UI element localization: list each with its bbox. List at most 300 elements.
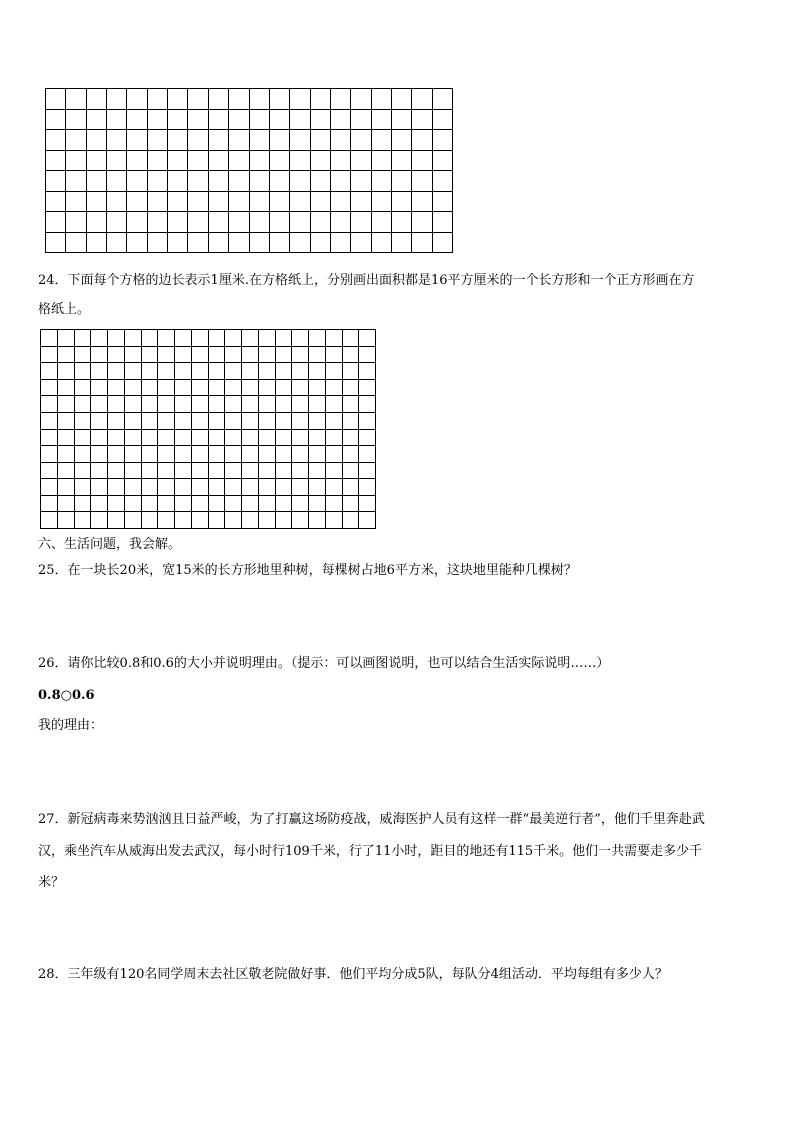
grid-cell [87, 130, 107, 151]
grid-cell [309, 330, 326, 347]
grid-cell [259, 479, 276, 496]
grid-cell [142, 446, 159, 463]
grid-cell [433, 212, 453, 233]
grid-cell [158, 479, 175, 496]
grid-cell [46, 89, 66, 110]
grid-cell [351, 171, 371, 192]
grid-cell [412, 110, 432, 131]
grid-cell [209, 89, 229, 110]
grid-cell [158, 396, 175, 413]
section-6-heading: 六、生活问题，我会解。 [38, 537, 182, 552]
grid-cell [108, 463, 125, 480]
grid-cell [41, 413, 58, 430]
grid-cell [270, 171, 290, 192]
grid-cell [142, 512, 159, 529]
grid-cell [343, 363, 360, 380]
grid-cell [359, 347, 376, 364]
grid-cell [311, 171, 331, 192]
grid-cell [209, 363, 226, 380]
grid-cell [125, 396, 142, 413]
grid-cell [87, 151, 107, 172]
grid-cell [326, 347, 343, 364]
grid-cell [148, 130, 168, 151]
grid-cell [158, 430, 175, 447]
grid-cell [259, 347, 276, 364]
grid-cell [91, 463, 108, 480]
grid-cell [158, 380, 175, 397]
grid-cell [58, 330, 75, 347]
grid-cell [66, 151, 86, 172]
grid-cell [142, 330, 159, 347]
grid-cell [292, 363, 309, 380]
grid-cell [158, 347, 175, 364]
grid-cell [276, 413, 293, 430]
grid-cell [343, 330, 360, 347]
grid-cell [168, 110, 188, 131]
grid-cell [209, 496, 226, 513]
grid-cell [229, 151, 249, 172]
grid-cell [276, 446, 293, 463]
grid-cell [242, 413, 259, 430]
grid-cell [168, 130, 188, 151]
grid-cell [175, 479, 192, 496]
grid-cell [292, 479, 309, 496]
grid-cell [168, 233, 188, 254]
grid-cell [46, 212, 66, 233]
grid-cell [242, 430, 259, 447]
grid-cell [309, 446, 326, 463]
grid-cell [75, 363, 92, 380]
grid-cell [372, 233, 392, 254]
grid-cell [175, 413, 192, 430]
grid-cell [127, 130, 147, 151]
grid-cell [372, 89, 392, 110]
grid-cell [66, 192, 86, 213]
grid-cell [292, 380, 309, 397]
grid-cell [270, 233, 290, 254]
grid-cell [108, 363, 125, 380]
grid-cell [188, 212, 208, 233]
grid-cell [158, 496, 175, 513]
grid-cell [311, 151, 331, 172]
grid-cell [276, 396, 293, 413]
grid-cell [209, 151, 229, 172]
grid-cell [412, 89, 432, 110]
grid-cell [192, 479, 209, 496]
grid-cell [343, 496, 360, 513]
grid-cell [142, 479, 159, 496]
grid-cell [351, 233, 371, 254]
grid-cell [433, 151, 453, 172]
grid-cell [142, 463, 159, 480]
grid-cell [242, 479, 259, 496]
grid-cell [311, 130, 331, 151]
question-28: 28．三年级有120名同学周末去社区敬老院做好事．他们平均分成5队，每队分4组活动．平均每组有多少人？ [38, 967, 668, 982]
grid-cell [192, 380, 209, 397]
grid-cell [41, 380, 58, 397]
grid-cell [326, 463, 343, 480]
grid-cell [87, 233, 107, 254]
grid-cell [359, 479, 376, 496]
grid-cell [125, 413, 142, 430]
grid-cell [75, 430, 92, 447]
question-25: 25．在一块长20米，宽15米的长方形地里种树，每棵树占地6平方米，这块地里能种几棵树？ [38, 563, 577, 578]
grid-cell [125, 446, 142, 463]
grid-cell [290, 171, 310, 192]
grid-cell [259, 363, 276, 380]
grid-cell [87, 89, 107, 110]
grid-cell [326, 413, 343, 430]
grid-cell [75, 396, 92, 413]
grid-cell [175, 446, 192, 463]
grid-cell [91, 330, 108, 347]
grid-cell [192, 512, 209, 529]
grid-cell [107, 130, 127, 151]
question-24-line-2: 格纸上。 [38, 302, 91, 317]
grid-cell [292, 446, 309, 463]
grid-cell [331, 151, 351, 172]
grid-cell [292, 496, 309, 513]
grid-cell [270, 192, 290, 213]
question-27-line-1: 27．新冠病毒来势汹汹且日益严峻，为了打赢这场防疫战，威海医护人员有这样一群“最美逆行者”，他们千里奔赴武 [38, 812, 705, 827]
grid-cell [259, 496, 276, 513]
grid-cell [242, 363, 259, 380]
grid-cell [209, 380, 226, 397]
grid-cell [142, 496, 159, 513]
grid-cell [259, 512, 276, 529]
grid-cell [326, 446, 343, 463]
grid-cell [125, 463, 142, 480]
grid-cell [309, 463, 326, 480]
grid-cell [41, 496, 58, 513]
grid-cell [87, 171, 107, 192]
grid-cell [75, 330, 92, 347]
grid-cell [242, 380, 259, 397]
grid-cell [225, 496, 242, 513]
grid-cell [158, 446, 175, 463]
grid-cell [66, 212, 86, 233]
grid-cell [75, 347, 92, 364]
grid-cell [343, 463, 360, 480]
grid-cell [351, 151, 371, 172]
grid-cell [209, 396, 226, 413]
grid-cell [175, 380, 192, 397]
grid-cell [351, 110, 371, 131]
grid-cell [331, 233, 351, 254]
grid-cell [331, 192, 351, 213]
grid-cell [343, 413, 360, 430]
grid-cell [290, 110, 310, 131]
grid-cell [326, 479, 343, 496]
grid-cell [292, 413, 309, 430]
grid-cell [311, 89, 331, 110]
grid-cell [412, 212, 432, 233]
grid-cell [188, 151, 208, 172]
grid-cell [148, 171, 168, 192]
grid-cell [91, 430, 108, 447]
grid-cell [148, 233, 168, 254]
grid-cell [125, 363, 142, 380]
grid-cell [188, 233, 208, 254]
grid-cell [392, 110, 412, 131]
grid-cell [372, 151, 392, 172]
grid-cell [209, 110, 229, 131]
grid-cell [91, 446, 108, 463]
grid-cell [158, 413, 175, 430]
grid-cell [311, 110, 331, 131]
grid-cell [108, 413, 125, 430]
grid-cell [209, 233, 229, 254]
grid-cell [433, 110, 453, 131]
grid-cell [225, 463, 242, 480]
grid-cell [75, 496, 92, 513]
grid-cell [209, 512, 226, 529]
grid-cell [343, 446, 360, 463]
grid-cell [158, 363, 175, 380]
grid-cell [66, 130, 86, 151]
grid-cell [311, 192, 331, 213]
grid-cell [107, 192, 127, 213]
grid-cell [359, 396, 376, 413]
grid-cell [107, 151, 127, 172]
grid-cell [290, 212, 310, 233]
grid-cell [58, 512, 75, 529]
grid-cell [108, 430, 125, 447]
grid-cell [270, 89, 290, 110]
grid-cell [192, 496, 209, 513]
grid-cell [392, 130, 412, 151]
grid-cell [75, 413, 92, 430]
grid-cell [359, 363, 376, 380]
grid-cell [242, 463, 259, 480]
grid-cell [108, 347, 125, 364]
grid-cell [359, 380, 376, 397]
grid-cell [343, 396, 360, 413]
grid-cell [91, 347, 108, 364]
grid-cell [46, 171, 66, 192]
grid-cell [75, 463, 92, 480]
grid-cell [41, 347, 58, 364]
grid-cell [41, 330, 58, 347]
grid-cell [175, 347, 192, 364]
grid-cell [311, 233, 331, 254]
grid-cell [41, 430, 58, 447]
grid-cell [225, 330, 242, 347]
grid-cell [250, 130, 270, 151]
grid-cell [309, 430, 326, 447]
grid-cell [58, 479, 75, 496]
grid-cell [433, 233, 453, 254]
grid-cell [75, 380, 92, 397]
grid-cell [372, 171, 392, 192]
grid-cell [66, 89, 86, 110]
grid-cell [125, 496, 142, 513]
grid-cell [142, 363, 159, 380]
question-26-compare: 0.8○0.6 [38, 688, 95, 703]
grid-cell [41, 363, 58, 380]
grid-cell [148, 89, 168, 110]
grid-cell [372, 110, 392, 131]
grid-cell [309, 479, 326, 496]
grid-cell [392, 212, 412, 233]
grid-cell [209, 130, 229, 151]
grid-cell [188, 110, 208, 131]
grid-cell [309, 512, 326, 529]
grid-cell [229, 130, 249, 151]
grid-cell [58, 396, 75, 413]
grid-cell [91, 479, 108, 496]
grid-cell [127, 151, 147, 172]
grid-cell [331, 110, 351, 131]
grid-cell [326, 380, 343, 397]
grid-cell [192, 446, 209, 463]
grid-cell [392, 192, 412, 213]
grid-cell [412, 151, 432, 172]
grid-cell [242, 446, 259, 463]
grid-cell [91, 512, 108, 529]
grid-cell [292, 396, 309, 413]
grid-cell [46, 130, 66, 151]
grid-cell [229, 110, 249, 131]
grid-cell [259, 463, 276, 480]
grid-cell [108, 330, 125, 347]
grid-cell [276, 496, 293, 513]
grid-cell [331, 171, 351, 192]
grid-cell [188, 171, 208, 192]
grid-cell [209, 330, 226, 347]
grid-cell [168, 171, 188, 192]
grid-cell [225, 396, 242, 413]
grid-cell [276, 463, 293, 480]
grid-cell [66, 233, 86, 254]
grid-cell [326, 330, 343, 347]
grid-cell [372, 212, 392, 233]
grid-cell [209, 463, 226, 480]
grid-cell [175, 463, 192, 480]
grid-cell [326, 430, 343, 447]
grid-cell [343, 430, 360, 447]
grid-cell [66, 110, 86, 131]
grid-cell [250, 89, 270, 110]
grid-cell [175, 330, 192, 347]
grid-cell [309, 396, 326, 413]
grid-cell [192, 330, 209, 347]
grid-cell [351, 130, 371, 151]
grid-cell [58, 496, 75, 513]
grid-cell [108, 496, 125, 513]
grid-cell [75, 512, 92, 529]
grid-cell [276, 363, 293, 380]
grid-cell [331, 89, 351, 110]
grid-cell [270, 212, 290, 233]
grid-cell [351, 89, 371, 110]
grid-cell [107, 212, 127, 233]
grid-cell [41, 479, 58, 496]
grid-cell [392, 151, 412, 172]
grid-cell [412, 233, 432, 254]
grid-cell [259, 413, 276, 430]
grid-cell [125, 347, 142, 364]
grid-cell [41, 396, 58, 413]
grid-cell [125, 330, 142, 347]
question-26-reason-label: 我的理由： [38, 718, 104, 733]
grid-paper-question-24 [40, 329, 376, 529]
grid-cell [433, 89, 453, 110]
grid-cell [75, 479, 92, 496]
grid-cell [225, 413, 242, 430]
grid-cell [290, 151, 310, 172]
grid-cell [148, 212, 168, 233]
grid-paper-top [45, 88, 453, 253]
grid-cell [250, 151, 270, 172]
grid-cell [412, 171, 432, 192]
grid-cell [225, 363, 242, 380]
grid-cell [209, 413, 226, 430]
grid-cell [209, 347, 226, 364]
grid-cell [125, 430, 142, 447]
grid-cell [125, 479, 142, 496]
grid-cell [225, 512, 242, 529]
grid-cell [392, 89, 412, 110]
grid-cell [412, 130, 432, 151]
grid-cell [46, 192, 66, 213]
grid-cell [148, 151, 168, 172]
grid-cell [392, 233, 412, 254]
grid-cell [292, 430, 309, 447]
grid-cell [276, 430, 293, 447]
grid-cell [433, 171, 453, 192]
grid-cell [192, 347, 209, 364]
grid-cell [392, 171, 412, 192]
grid-cell [87, 192, 107, 213]
grid-cell [326, 512, 343, 529]
grid-cell [309, 413, 326, 430]
grid-cell [292, 330, 309, 347]
grid-cell [148, 110, 168, 131]
grid-cell [58, 413, 75, 430]
grid-cell [125, 512, 142, 529]
grid-cell [242, 396, 259, 413]
grid-cell [87, 212, 107, 233]
grid-cell [229, 233, 249, 254]
grid-cell [359, 463, 376, 480]
grid-cell [127, 110, 147, 131]
grid-cell [91, 363, 108, 380]
grid-cell [259, 430, 276, 447]
grid-cell [270, 110, 290, 131]
grid-cell [192, 413, 209, 430]
grid-cell [209, 171, 229, 192]
grid-cell [292, 463, 309, 480]
grid-cell [142, 413, 159, 430]
grid-cell [412, 192, 432, 213]
grid-cell [125, 380, 142, 397]
grid-cell [242, 347, 259, 364]
grid-cell [359, 512, 376, 529]
grid-cell [168, 212, 188, 233]
grid-cell [58, 446, 75, 463]
grid-cell [290, 130, 310, 151]
grid-cell [276, 347, 293, 364]
grid-cell [142, 380, 159, 397]
grid-cell [433, 192, 453, 213]
grid-cell [372, 130, 392, 151]
grid-cell [326, 396, 343, 413]
grid-cell [326, 363, 343, 380]
grid-cell [276, 479, 293, 496]
grid-cell [343, 479, 360, 496]
grid-cell [343, 347, 360, 364]
